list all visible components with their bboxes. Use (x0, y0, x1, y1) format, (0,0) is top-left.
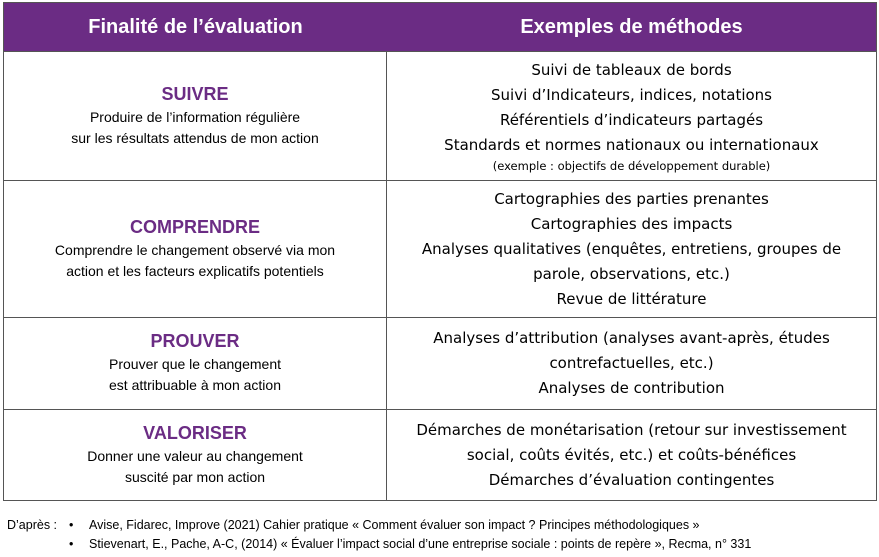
purpose-description-line: sur les résultats attendus de mon action (71, 129, 319, 146)
purpose-cell (4, 410, 387, 500)
purpose-title: COMPRENDRE (129, 216, 260, 237)
method-item: Cartographies des impacts (530, 214, 733, 233)
source-row (7, 515, 751, 534)
bullet-icon: • (69, 536, 74, 551)
method-item: contrefactuelles, etc.) (549, 354, 714, 372)
purpose-description (109, 354, 281, 396)
method-item: Analyses de contribution (538, 379, 725, 397)
method-item: Démarches de monétarisation (retour sur investissement (416, 420, 847, 439)
header-purpose: Finalité de l’évaluation (88, 15, 303, 38)
method-note: (exemple : objectifs de développement durable) (492, 158, 771, 173)
sources (7, 515, 751, 553)
purpose-description (55, 240, 335, 282)
method-item: Suivi d’Indicateurs, indices, notations (491, 85, 772, 104)
method-item: Démarches d’évaluation contingentes (488, 470, 775, 489)
methods-cell (387, 318, 876, 409)
table-row (4, 317, 876, 409)
purpose-description-line: Produire de l’information régulière (89, 108, 301, 125)
method-item: Référentiels d’indicateurs partagés (499, 110, 764, 129)
method-item: social, coûts évités, etc.) et coûts-bénéfices (466, 445, 797, 464)
method-item: Cartographies des parties prenantes (494, 189, 769, 208)
table-row (4, 409, 876, 500)
method-item: Revue de littérature (556, 289, 707, 308)
purpose-description (71, 107, 318, 149)
purpose-description (87, 446, 303, 488)
source-item: Avise, Fidarec, Improve (2021) Cahier pratique « Comment évaluer son impact ? Principes méthodologiques » (89, 517, 700, 532)
sources-label: D’après : (7, 517, 58, 532)
purpose-title: PROUVER (150, 331, 240, 351)
purpose-title: VALORISER (143, 422, 247, 443)
purpose-description-line: Donner une valeur au changement (87, 447, 303, 464)
methods-cell (387, 181, 876, 317)
method-item: parole, observations, etc.) (533, 264, 730, 283)
methods-cell (387, 52, 876, 180)
purpose-description-line: est attribuable à mon action (109, 377, 281, 393)
methods-cell (387, 410, 876, 500)
purpose-description-line: Comprendre le changement observé via mon (54, 241, 336, 258)
method-item: Standards et normes nationaux ou internationaux (444, 135, 819, 154)
source-item: Stievenart, E., Pache, A-C, (2014) « Évaluer l’impact social d’une entreprise sociale : points de repère », Recma, n° 331 (89, 536, 752, 551)
table-row (4, 51, 876, 180)
purpose-title: SUIVRE (161, 83, 229, 104)
method-item: Suivi de tableaux de bords (531, 60, 732, 79)
table-row (4, 180, 876, 317)
methods-table (3, 2, 877, 501)
header-methods: Exemples de méthodes (520, 15, 743, 38)
method-item: Analyses d’attribution (analyses avant-après, études (433, 329, 830, 347)
purpose-description-line: suscité par mon action (124, 468, 266, 485)
bullet-icon: • (69, 517, 74, 532)
source-row (7, 534, 751, 553)
purpose-cell (4, 52, 387, 180)
method-item: Analyses qualitatives (enquêtes, entretiens, groupes de (421, 239, 842, 258)
purpose-cell (4, 318, 387, 409)
purpose-cell (4, 181, 387, 317)
table-header (4, 3, 876, 51)
purpose-description-line: Prouver que le changement (109, 356, 281, 372)
purpose-description-line: action et les facteurs explicatifs potentiels (66, 262, 324, 279)
